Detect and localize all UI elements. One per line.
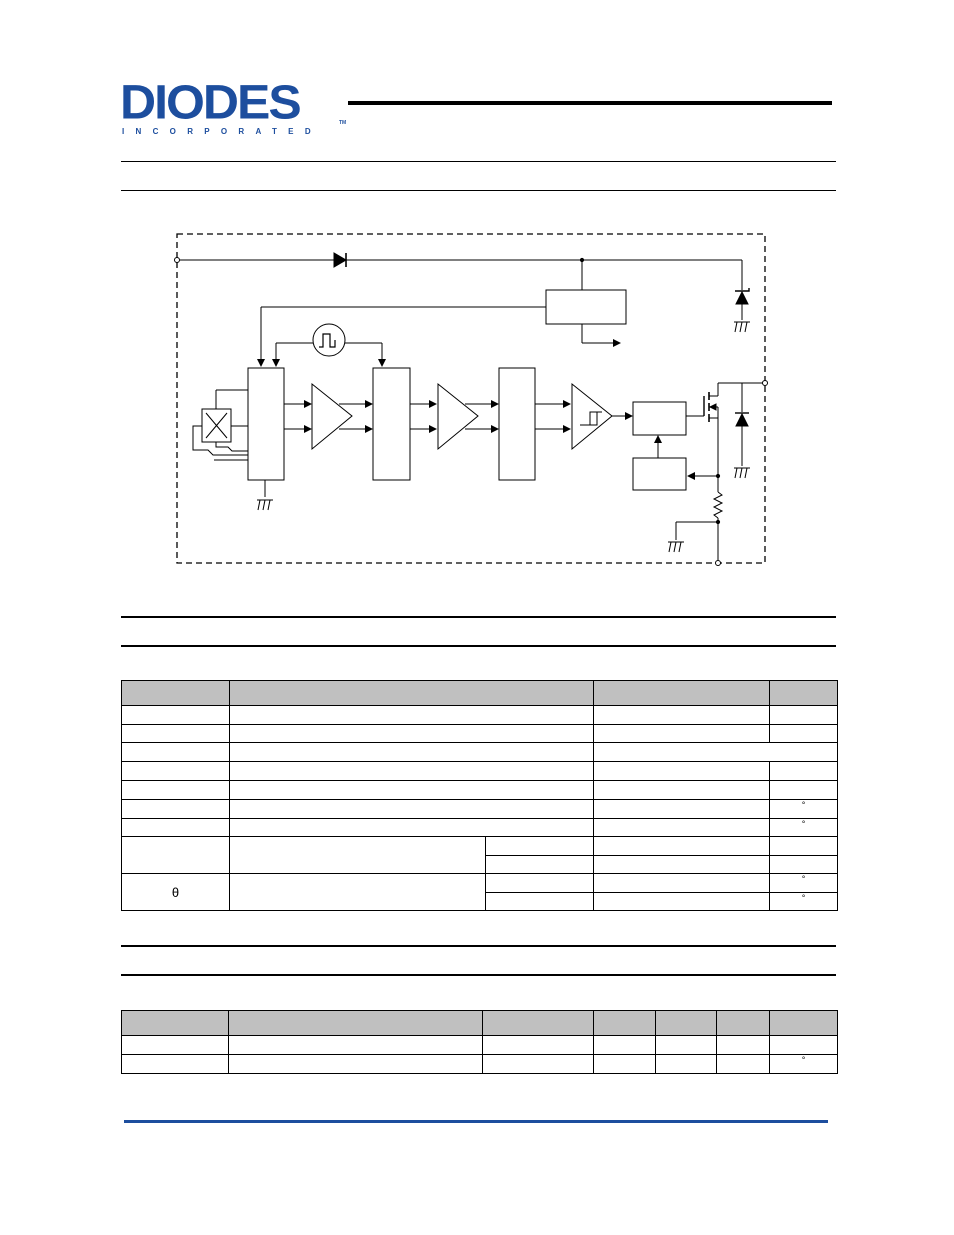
gnd-pin-icon [716, 561, 721, 566]
operating-header-cell [483, 1011, 594, 1036]
section-rule-bottom-3 [121, 974, 836, 976]
section-rule-top-3 [121, 945, 836, 947]
ratings-header-cell [594, 681, 770, 706]
chopper-block [248, 368, 284, 480]
ground-icon-1 [734, 322, 750, 332]
output-zener-icon [736, 414, 748, 426]
ground-icon-4 [668, 542, 684, 552]
table-row [122, 874, 838, 893]
table-row [122, 781, 838, 800]
comparator-icon [572, 384, 612, 449]
diode-icon [334, 253, 346, 267]
logo-subtext: INCORPORATED [122, 127, 322, 136]
table-row [122, 762, 838, 781]
amplifier-1-icon [312, 384, 352, 449]
theta-symbol: θ [122, 874, 230, 911]
table-row [122, 743, 838, 762]
operating-header-cell [229, 1011, 483, 1036]
ground-icon-2 [257, 500, 273, 510]
filter-block [499, 368, 535, 480]
degree-unit: ° [770, 1055, 838, 1074]
ratings-header-cell [770, 681, 838, 706]
operating-header-cell [717, 1011, 770, 1036]
ratings-header-cell [230, 681, 594, 706]
table-row [122, 1055, 838, 1074]
operating-header-cell [122, 1011, 229, 1036]
section-rule-bottom-2 [121, 645, 836, 647]
degree-unit: ° [770, 800, 838, 819]
degree-unit: ° [770, 819, 838, 837]
protection-block [633, 458, 686, 490]
zener-diode-icon [736, 292, 748, 304]
output-pin-icon [763, 381, 768, 386]
footer-rule [124, 1120, 828, 1123]
table-row [122, 1036, 838, 1055]
vdd-pin-icon [175, 258, 180, 263]
table-row [122, 819, 838, 837]
table-row [122, 725, 838, 743]
chip-boundary [177, 234, 765, 563]
resistor-icon [714, 492, 722, 518]
oscillator-icon [313, 324, 345, 356]
driver-block [633, 402, 686, 435]
ratings-table [121, 680, 838, 911]
logo-wordmark: DIODES [120, 75, 300, 129]
table-row [122, 706, 838, 725]
header-thick-rule [348, 101, 832, 105]
block-diagram [170, 228, 770, 570]
operating-table [121, 1010, 838, 1074]
table-row [122, 800, 838, 819]
degree-unit: ° [770, 893, 838, 911]
operating-header-cell [770, 1011, 838, 1036]
logo-trademark: TM [339, 120, 347, 126]
section-rule-top-2 [121, 616, 836, 618]
amplifier-2-icon [438, 384, 478, 449]
ratings-header-cell [122, 681, 230, 706]
company-logo [120, 75, 348, 140]
section-rule-top-1 [121, 161, 836, 162]
degree-unit: ° [770, 874, 838, 893]
ground-icon-3 [734, 468, 750, 478]
section-rule-bottom-1 [121, 190, 836, 191]
table-row [122, 837, 838, 856]
operating-header-cell [656, 1011, 717, 1036]
operating-header-cell [594, 1011, 656, 1036]
demodulator-block [373, 368, 410, 480]
regulator-block [546, 290, 626, 324]
